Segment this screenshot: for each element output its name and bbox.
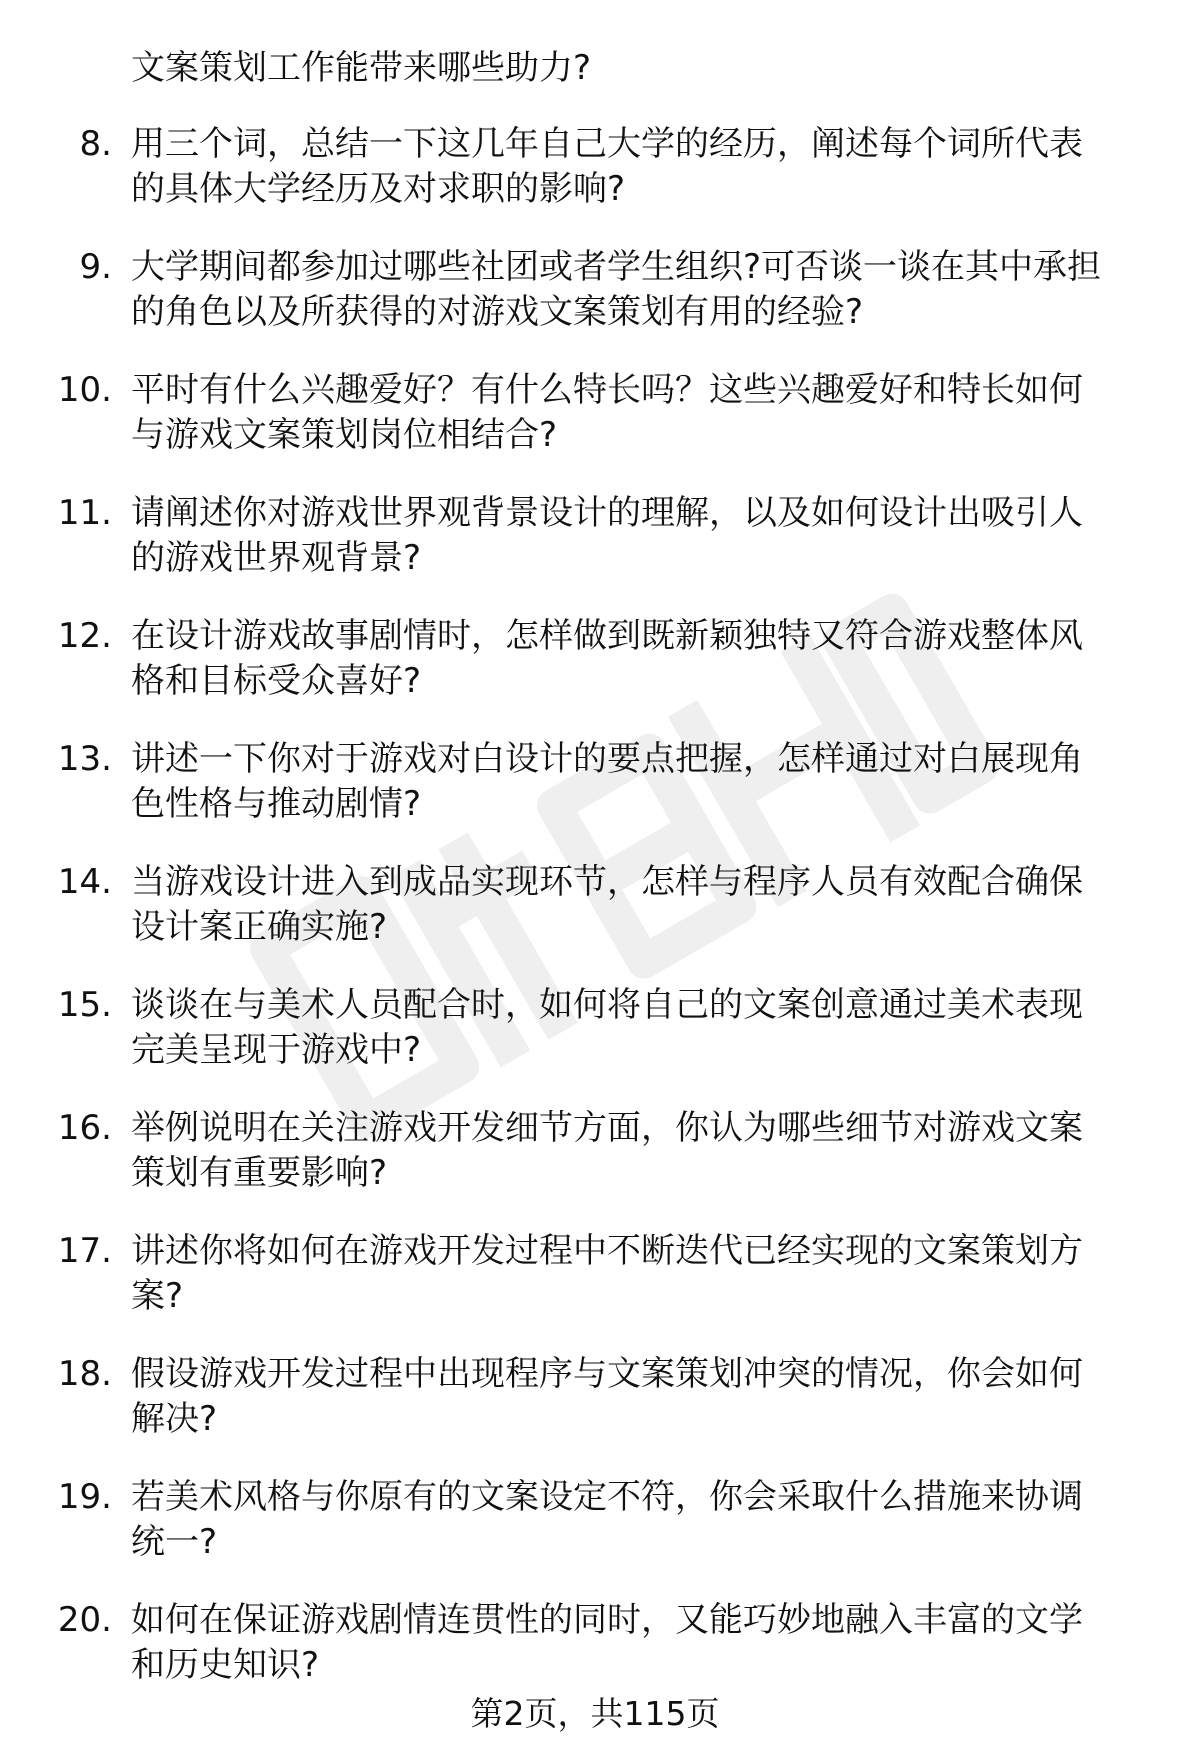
question-text	[131, 983, 1151, 1073]
question-list	[0, 122, 1190, 1721]
question-item	[0, 737, 1190, 860]
question-text-line: 当游戏设计进入到成品实现环节，怎样与程序人员有效配合确保	[131, 862, 1083, 902]
question-number: 17.	[57, 1231, 112, 1271]
question-text-line: 解决?	[131, 1399, 218, 1439]
question-text-line: 若美术风格与你原有的文案设定不符，你会采取什么措施来协调	[131, 1477, 1083, 1517]
question-text-line: 讲述你将如何在游戏开发过程中不断迭代已经实现的文案策划方	[131, 1231, 1083, 1271]
question-text-line: 大学期间都参加过哪些社团或者学生组织?可否谈一谈在其中承担	[131, 247, 1102, 287]
question-text-line: 的角色以及所获得的对游戏文案策划有用的经验?	[131, 292, 864, 332]
question-text-line: 用三个词，总结一下这几年自己大学的经历，阐述每个词所代表	[131, 124, 1083, 164]
question-number: 14.	[57, 862, 112, 902]
question-number: 9.	[79, 247, 112, 287]
question-text-line: 请阐述你对游戏世界观背景设计的理解，以及如何设计出吸引人	[131, 493, 1083, 533]
question-item	[0, 368, 1190, 491]
question-number: 19.	[57, 1477, 112, 1517]
question-text	[131, 1106, 1151, 1196]
question-number: 12.	[57, 616, 112, 656]
question-item	[0, 1106, 1190, 1229]
question-number: 15.	[57, 985, 112, 1025]
question-text	[131, 122, 1151, 212]
continued-question-line: 文案策划工作能带来哪些助力?	[131, 48, 592, 88]
question-text-line: 设计案正确实施?	[131, 907, 388, 947]
question-item	[0, 491, 1190, 614]
question-text-line: 案?	[131, 1276, 184, 1316]
question-text	[131, 1229, 1151, 1319]
question-number: 20.	[57, 1600, 112, 1640]
question-item	[0, 122, 1190, 245]
question-item	[0, 1352, 1190, 1475]
question-text-line: 谈谈在与美术人员配合时，如何将自己的文案创意通过美术表现	[131, 985, 1083, 1025]
page-footer: 第2页，共115页	[470, 1694, 720, 1733]
question-item	[0, 1475, 1190, 1598]
question-text-line: 的具体大学经历及对求职的影响?	[131, 169, 626, 209]
question-item	[0, 983, 1190, 1106]
question-number: 11.	[57, 493, 112, 533]
question-text-line: 假设游戏开发过程中出现程序与文案策划冲突的情况，你会如何	[131, 1354, 1083, 1394]
question-item	[0, 245, 1190, 368]
question-number: 10.	[57, 370, 112, 410]
question-number: 13.	[57, 739, 112, 779]
question-text	[131, 860, 1151, 950]
question-text-line: 与游戏文案策划岗位相结合?	[131, 415, 558, 455]
question-text-line: 和历史知识?	[131, 1645, 320, 1685]
question-text	[131, 368, 1151, 458]
question-text-line: 的游戏世界观背景?	[131, 538, 422, 578]
question-text-line: 平时有什么兴趣爱好？有什么特长吗？这些兴趣爱好和特长如何	[131, 370, 1083, 410]
question-text-line: 完美呈现于游戏中?	[131, 1030, 422, 1070]
question-item	[0, 860, 1190, 983]
question-text-line: 在设计游戏故事剧情时，怎样做到既新颖独特又符合游戏整体风	[131, 616, 1083, 656]
question-text	[131, 614, 1151, 704]
question-number: 16.	[57, 1108, 112, 1148]
question-text	[131, 245, 1151, 335]
question-number: 8.	[79, 124, 112, 164]
question-number: 18.	[57, 1354, 112, 1394]
question-text-line: 格和目标受众喜好?	[131, 661, 422, 701]
question-text	[131, 1352, 1151, 1442]
question-text	[131, 1598, 1151, 1688]
question-text-line: 策划有重要影响?	[131, 1153, 388, 1193]
question-text	[131, 1475, 1151, 1565]
question-item	[0, 1229, 1190, 1352]
question-text-line: 色性格与推动剧情?	[131, 784, 422, 824]
question-text-line: 讲述一下你对于游戏对白设计的要点把握，怎样通过对白展现角	[131, 739, 1083, 779]
question-text	[131, 737, 1151, 827]
question-text	[131, 491, 1151, 581]
question-text-line: 举例说明在关注游戏开发细节方面，你认为哪些细节对游戏文案	[131, 1108, 1083, 1148]
question-item	[0, 614, 1190, 737]
question-text-line: 统一?	[131, 1522, 218, 1562]
question-text-line: 如何在保证游戏剧情连贯性的同时，又能巧妙地融入丰富的文学	[131, 1600, 1083, 1640]
